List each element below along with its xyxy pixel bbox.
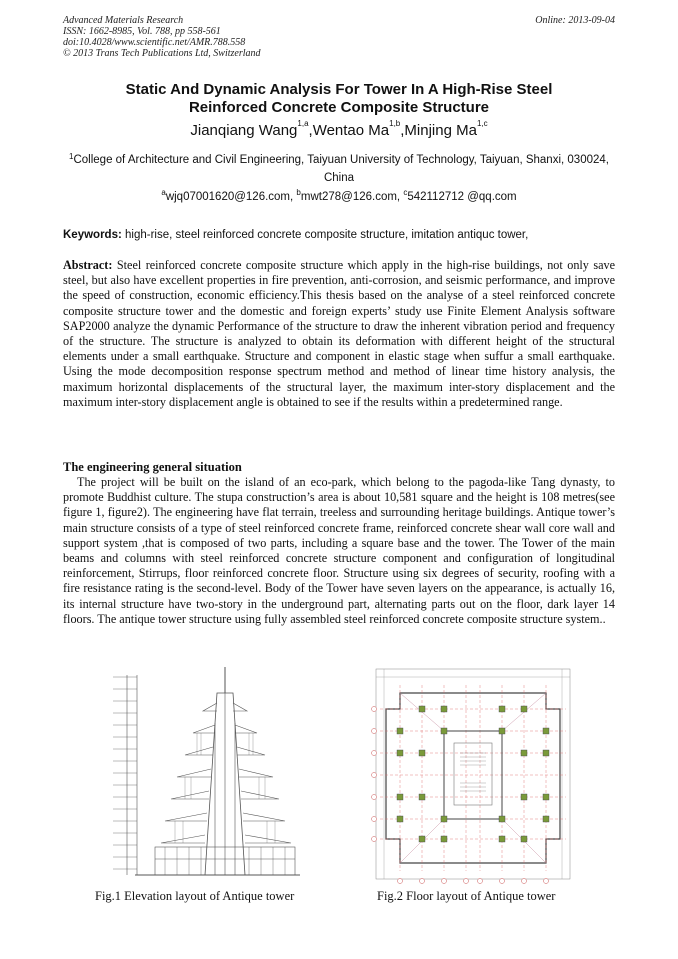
email-sup: c	[403, 188, 408, 197]
paper-title	[63, 81, 615, 117]
author-sup: 1,a	[297, 119, 309, 128]
affiliation-text: College of Architecture and Civil Engineering, Taiyuan University of Technology, Taiyuan, Shanxi, 030024, China	[73, 154, 609, 184]
doi: doi:10.4028/www.scientific.net/AMR.788.558	[63, 37, 246, 48]
online-date: Online: 2013-09-04	[535, 15, 615, 26]
figure-2-floor-plan	[370, 663, 576, 885]
email-sup: a	[161, 188, 166, 197]
author-name: Wentao Ma	[312, 122, 390, 139]
journal-name: Advanced Materials Research	[63, 15, 184, 26]
figure-1-caption: Fig.1 Elevation layout of Antique tower	[95, 889, 295, 903]
title-line-2: Reinforced Concrete Composite Structure	[188, 99, 490, 116]
author-name: Minjing Ma	[404, 122, 477, 139]
author-list: Jianqiang Wang$^{1,a}$,Wentao Ma$^{1,b}$,Minjing Ma$^{1,c}$	[190, 119, 488, 139]
keywords	[63, 229, 615, 241]
author-sup: 1,b	[389, 119, 401, 128]
email-list	[63, 188, 615, 203]
email-sup: b	[296, 188, 301, 197]
title-line-1: Static And Dynamic Analysis For Tower In A High-Rise Steel	[125, 81, 553, 98]
abstract	[63, 258, 615, 410]
email-address[interactable]: wjq07001620@126.com,	[165, 191, 294, 203]
figure-1-elevation	[105, 663, 305, 885]
elevation-drawing	[105, 663, 305, 885]
author-name: Jianqiang Wang	[190, 122, 298, 139]
author-sup: 1,c	[476, 119, 488, 128]
section-body: The project will be built on the island of an eco-park, which belong to the pagoda-like Tang dynasty, to promote Buddhist culture. The stupa construction’s area is about 10,581 square and the height is 108 metres(see figure 1, figure2). The engineering have flat terrain, treeless and surrounding heritage buildings. Antique tower’s main structure consists of a type of steel reinforced concrete frame, reinforced concrete shear wall core wall and support system ,that is composed of two parts, including a square base and the tower. The Tower of the main beams and columns with steel reinforced concrete structure component and configuration of longitudinal reinforcement, Stirrups, floor reinforced concrete floor. Structure using six degrees of security, roofing with a fire resistance rating is the second-level. Body of the Tower have seven layers on the appearance, is actually 16, its internal structure have two-story in the underground part, alternating parts out on the floor, dark layer 14 floors. The antique tower structure using fully assembled steel reinforced concrete composite structure system..	[63, 475, 615, 626]
affiliation-sup: 1	[69, 152, 74, 161]
issn: ISSN: 1662-8985, Vol. 788, pp 558-561	[63, 26, 221, 37]
affiliation	[63, 151, 615, 187]
keywords-text: high-rise, steel reinforced concrete composite structure, imitation antiquc tower,	[125, 229, 529, 241]
figure-2-caption: Fig.2 Floor layout of Antique tower	[377, 889, 556, 903]
section-heading: The engineering general situation	[63, 460, 242, 474]
email-address[interactable]: 542112712 @qq.com	[407, 191, 517, 203]
journal-meta	[63, 15, 261, 59]
copyright: © 2013 Trans Tech Publications Ltd, Switzerland	[63, 48, 261, 59]
abstract-label: Abstract:	[63, 258, 113, 272]
email-address[interactable]: mwt278@126.com,	[300, 191, 401, 203]
keywords-label: Keywords:	[63, 229, 122, 241]
floor-plan-drawing	[370, 663, 576, 885]
abstract-text: Steel reinforced concrete composite structure which apply in the high-rise buildings, not only save steel, but also have excellent properties in fire prevention, anti-corrosion, and seismic performance, and improve the speed of construction, economic efficiency.This thesis based on the analyse of a steel reinforced concrete composite structure tower and the domestic and foreign experts’ study use Finite Element Analysis software SAP2000 analyze the dynamic Performance of the structure to draw the inherent vibration period and frequency of the structure. The structure is analyzed to obtain its deformation with different height of the structural elements under a small earthquake. Structure and component in elastic stage when suffur a small earthquake. Using the mode decomposition response spectrum method and method of linear time history analysis, the maximum horizontal displacements of the structural layer, the maximum inter-story displacement and the maximum inter-story displacement angle is obtained to see if the results within a predetermined range.	[63, 258, 616, 409]
